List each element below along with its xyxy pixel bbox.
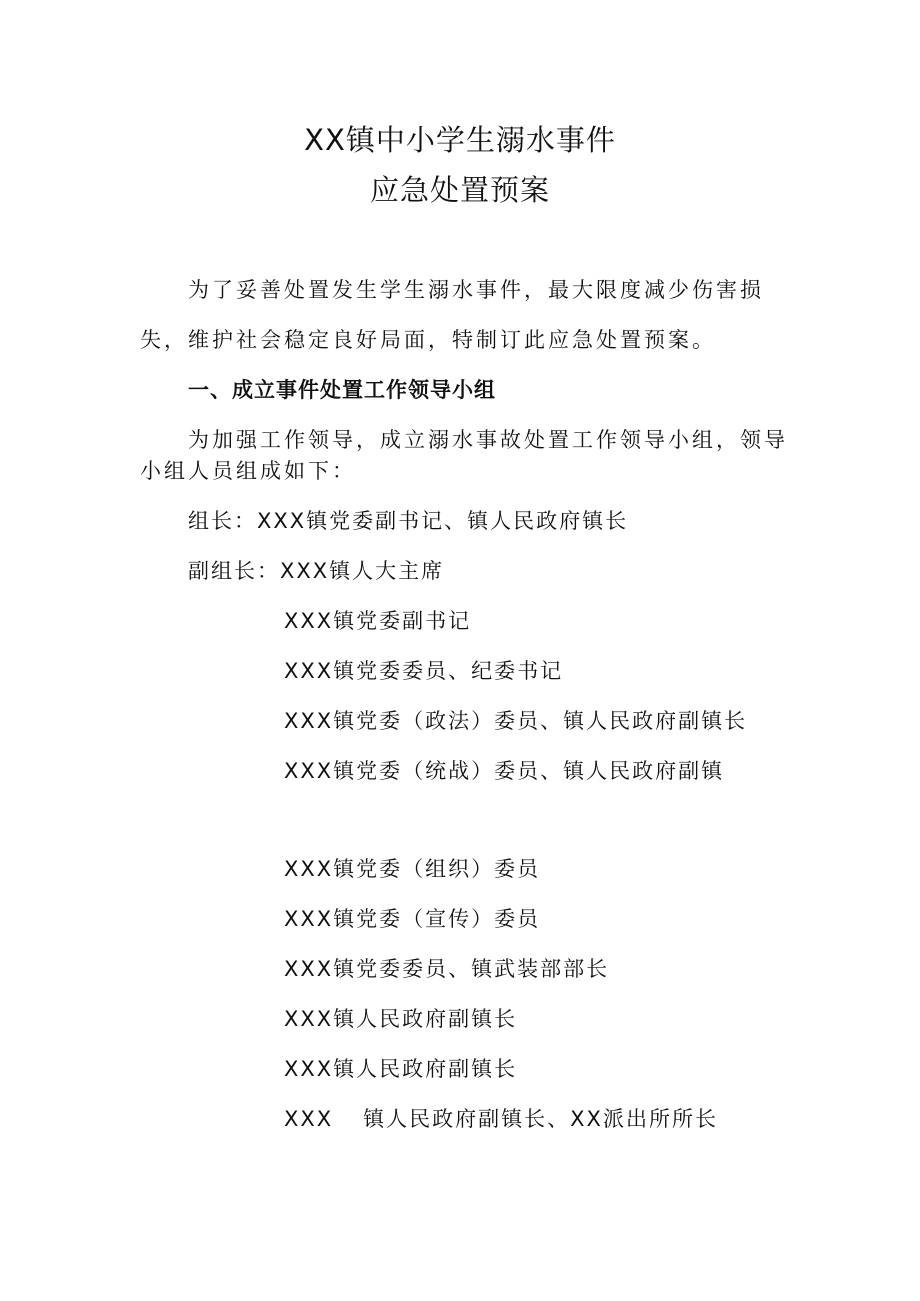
group-leader-line: 组长：XXX镇党委副书记、镇人民政府镇长 xyxy=(188,509,629,533)
deputy-member-line: XXX镇党委委员、纪委书记 xyxy=(284,659,564,683)
deputy-member-line: XXX镇党委（统战）委员、镇人民政府副镇 xyxy=(284,759,725,783)
deputy-leader-line: 副组长：XXX镇人大主席 xyxy=(188,559,445,583)
intro-paragraph-line1: 为了妥善处置发生学生溺水事件，最大限度减少伤害损 xyxy=(188,278,764,302)
paragraph2-line2: 小组人员组成如下： xyxy=(140,459,356,483)
deputy-member-line: XXX镇党委（组织）委员 xyxy=(284,857,541,881)
document-title-line1: XX镇中小学生溺水事件 xyxy=(304,123,616,157)
section-heading-1: 一、成立事件处置工作领导小组 xyxy=(188,378,496,402)
deputy-member-line: XXX镇党委（政法）委员、镇人民政府副镇长 xyxy=(284,709,748,733)
deputy-member-line: XXX镇党委（宣传）委员 xyxy=(284,907,541,931)
deputy-member-line: XXX镇人民政府副镇长 xyxy=(284,1057,518,1081)
deputy-member-line-last xyxy=(284,1103,718,1133)
deputy-member-line: XXX镇党委副书记 xyxy=(284,609,472,633)
deputy-member-line: XXX镇党委委员、镇武装部部长 xyxy=(284,957,610,981)
deputy-member-name: XXX xyxy=(284,1107,334,1131)
paragraph2-line1: 为加强工作领导，成立溺水事故处置工作领导小组，领导 xyxy=(188,428,788,452)
document-title-line2: 应急处置预案 xyxy=(369,173,550,207)
intro-paragraph-line2: 失，维护社会稳定良好局面，特制订此应急处置预案。 xyxy=(140,328,716,352)
deputy-member-role: 镇人民政府副镇长、XX派出所所长 xyxy=(363,1107,718,1131)
deputy-member-line: XXX镇人民政府副镇长 xyxy=(284,1007,518,1031)
